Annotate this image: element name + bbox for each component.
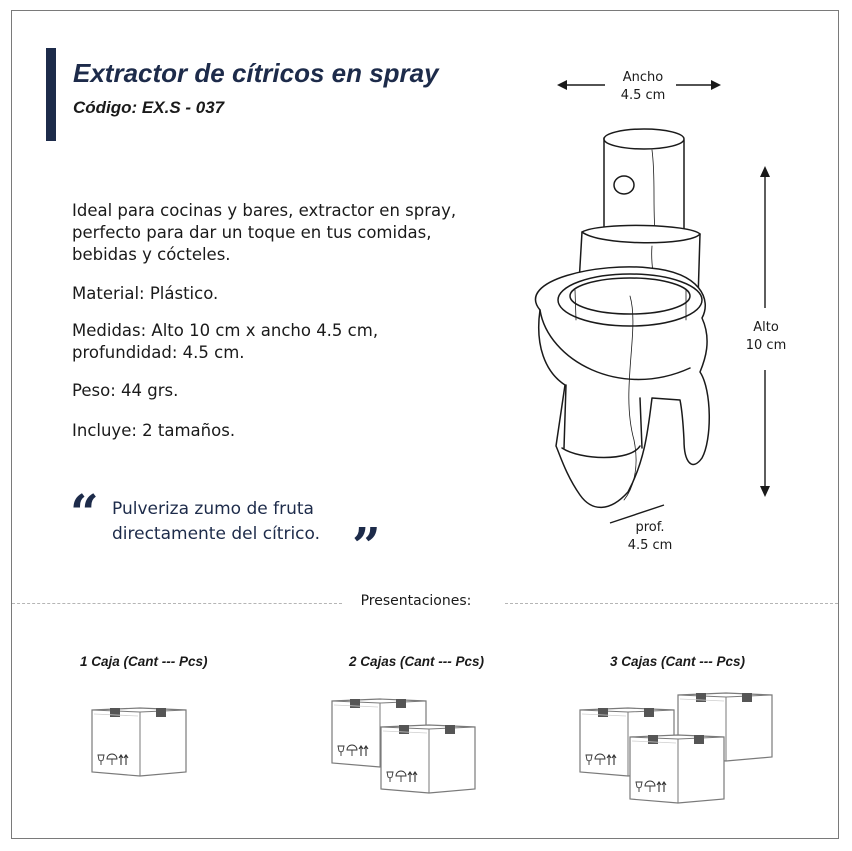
width-value: 4.5 cm [620, 88, 666, 103]
weight-spec: Peso: 44 grs. [72, 381, 179, 400]
includes-spec: Incluye: 2 tamaños. [72, 421, 236, 440]
material-spec: Material: Plástico. [72, 284, 219, 303]
presentation-1-label: 1 Caja (Cant --- Pcs) [80, 654, 208, 669]
depth-value: 4.5 cm [627, 538, 673, 553]
width-label: Ancho [622, 70, 664, 85]
cardboard-box-icon [92, 708, 186, 776]
close-quote-icon: ” [352, 516, 381, 575]
depth-label: prof. [635, 520, 665, 535]
presentations-title: Presentaciones: [360, 593, 472, 609]
product-title: Extractor de cítricos en spray [73, 58, 439, 88]
quote-line-1: Pulveriza zumo de fruta [112, 499, 314, 519]
cardboard-box-icon [381, 725, 475, 793]
presentation-3-label: 3 Cajas (Cant --- Pcs) [610, 654, 746, 669]
open-quote-icon: “ [70, 483, 99, 542]
product-code: Código: EX.S - 037 [73, 98, 225, 117]
height-value: 10 cm [745, 338, 787, 353]
measurements-spec: Medidas: Alto 10 cm x ancho 4.5 cm, profundidad: 4.5 cm. [72, 321, 379, 362]
presentation-2-label: 2 Cajas (Cant --- Pcs) [349, 654, 485, 669]
product-description: Ideal para cocinas y bares, extractor en spray, perfecto para dar un toque en tus comidas, bebidas y cócteles. [72, 201, 457, 264]
quote-line-2: directamente del cítrico. [112, 524, 321, 544]
cardboard-box-icon [630, 735, 724, 803]
height-label: Alto [753, 320, 779, 335]
